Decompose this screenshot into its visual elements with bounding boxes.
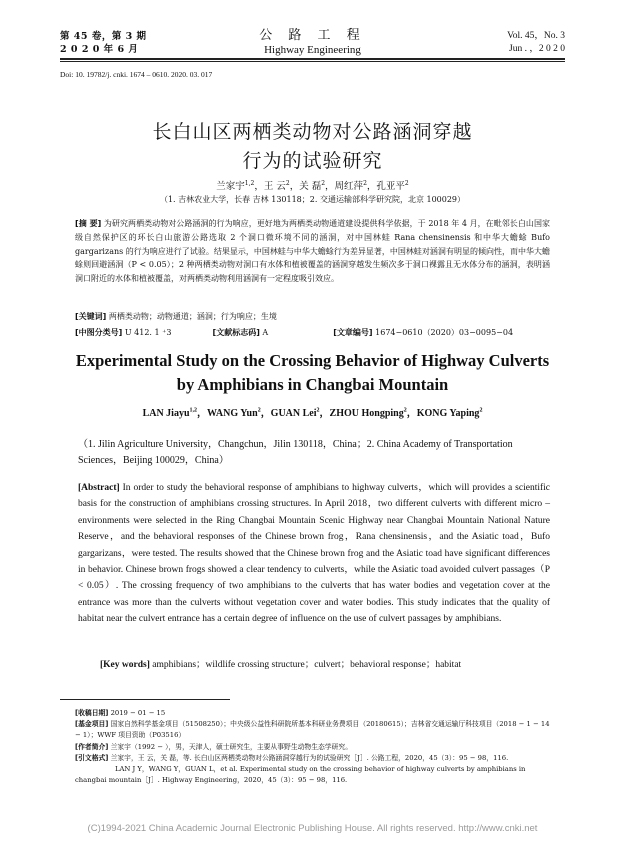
copyright-footer: (C)1994-2021 China Academic Journal Electronic Publishing House. All rights reserved. http://www.cnki.net — [87, 823, 538, 834]
abstract-cn — [75, 217, 550, 286]
issue-info-en — [507, 30, 565, 56]
date-cn: 2 0 2 0 年 6 月 — [60, 44, 139, 55]
abstract-en — [78, 480, 550, 628]
abstract-en-label: [Abstract] — [78, 483, 120, 493]
abstract-cn-text: 为研究两栖类动物对公路涵洞的行为响应，更好地为两栖类动物通道建设提供科学依据，于 2018 年 4 月，在毗邻长白山国家级自然保护区的环长白山旅游公路选取 2 个洞口微环境不同的涵洞，对中国林蛙 Rana chensinensis 和中华大蟾蜍 Bufo gargarizans 的行为响应进行了试验。结果显示，中国林蛙与中华大蟾蜍行为差异显著，中国林蛙对涵洞有明显的倾向性，而中华大蟾蜍则回避涵洞（P < 0.05）；2 种两栖类动物对洞口有水体和植被覆盖的涵洞穿越发生频次多于洞口裸露且无水体分布的涵洞，表明涵洞口附近的水体和植被覆盖，对两栖类动物利用涵洞有一定程度吸引效应。 — [75, 219, 550, 284]
footnote-author: [作者简介] 兰家宇（1992 − ），男，天津人，硕士研究生，主要从事野生动物生态学研究。 — [75, 742, 352, 751]
footnote-citation-en: LAN J Y，WANG Y，GUAN L，et al. Experimental study on the crossing behavior of highway culverts by amphibians in changbai mountain［J］. Highway Engineering，2020，45（3）：95 − 98，116. — [75, 765, 526, 785]
footnote-rule — [60, 699, 230, 700]
title-en-line2: by Amphibians in Changbai Mountain — [176, 375, 449, 394]
keywords-cn — [75, 311, 550, 322]
keywords-cn-label: [关键词] — [75, 312, 107, 321]
keywords-en-label: [Key words] — [100, 660, 150, 670]
doc-code-value: A — [262, 328, 269, 337]
affiliation-en: （1. Jilin Agriculture University，Changchun，Jilin 130118，China；2. China Academy of Transportation Sciences，Beijing 100029，China） — [78, 439, 513, 466]
keywords-en — [100, 656, 550, 670]
article-no-value: 1674−0610（2020）03−0095−04 — [375, 328, 514, 337]
header-rule — [60, 58, 565, 60]
title-cn-line2: 行为的试验研究 — [242, 150, 383, 172]
volume-cn: 第 45 卷，第 3 期 — [60, 31, 147, 42]
volume-en: Vol. 45，No. 3 — [507, 31, 565, 41]
header-rule-thin — [60, 61, 565, 62]
title-cn-line1: 长白山区两栖类动物对公路涵洞穿越 — [152, 121, 473, 143]
title-cn — [0, 118, 625, 176]
clc-label: [中图分类号] — [75, 328, 123, 337]
doi: Doi: 10. 19782/j. cnki. 1674 – 0610. 2020. 03. 017 — [60, 70, 213, 79]
clc-value: U 412. 1 ⁺3 — [124, 328, 172, 337]
article-no-label: [文章编号] — [333, 328, 373, 337]
footnote-citation: [引文格式] 兰家宇，王 云，关 磊，等. 长白山区两栖类动物对公路涵洞穿越行为的试验研究［J］. 公路工程，2020，45（3）：95 − 98，116. LAN J Y，WANG Y，GUAN L，et al. Experimental study on the crossing behavior of highway culverts by amphibians in changbai mountain［J］. Highway Engineering，2020，45（3）：95 − 98，116. — [75, 753, 526, 785]
authors-cn: 兰家宇$^{1,2}$，王 云$^2$，关 磊$^2$，周红萍$^2$，孔亚平$^2$ — [216, 179, 409, 192]
classification-cn — [75, 327, 550, 338]
abstract-en-text: In order to study the behavioral response of amphibians to highway culverts，which will provides a scientific basis for the construction of amphibians crossing structures. In April 2018，two different culverts with different micro – environments were selected in the Ring Changbai Mountain Scenic Highway near Changbai Mountain National Nature Reserve，and the behavioral responses of the Chinese brown frog，Rana chensinensis，and the Asiatic toad，Bufo gargarizans，were tested. The results showed that the Chinese brown frog and the Asiatic toad have significant differences in behavior. Chinese brown frogs showed a clear tendency to culverts，while the Asiatic toad avoided culvert passages（P < 0.05）. The crossing frequency of two amphibians to the culverts that has water bodies and vegetation cover at the entrance was more than the culverts without vegetation cover and water bodies. This study indicates that the quality of habitat near the culvert entrance has a certain degree of influence on the use of culvert passages by amphibians. — [78, 483, 550, 625]
date-en: Jun . ，2 0 2 0 — [509, 44, 565, 54]
doc-code-label: [文献标志码] — [212, 328, 260, 337]
footnote-fund: [基金项目] 国家自然科学基金项目（51508250）；中央级公益性科研院所基本科研业务费项目（20180615）；吉林省交通运输厅科技项目（2018 − 1 − 14 − 1）；WWF 项目资助（P03516） — [75, 720, 550, 740]
title-en-line1: Experimental Study on the Crossing Behavior of Highway Culverts — [75, 351, 550, 370]
footnote-received: [收稿日期] 2019 − 01 − 15 — [75, 709, 166, 717]
abstract-cn-label: [摘 要] — [75, 219, 102, 228]
authors-en: LAN Jiayu$^{1,2}$，WANG Yun$^2$，GUAN Lei$^2$，ZHOU Hongping$^2$，KONG Yaping$^2$ — [142, 407, 483, 419]
keywords-en-text: amphibians；wildlife crossing structure；culvert；behavioral response；habitat — [152, 660, 462, 670]
affiliation-cn: （1. 吉林农业大学，长春 吉林 130118；2. 交通运输部科学研究院，北京 100029） — [159, 195, 466, 204]
footnotes — [75, 708, 555, 786]
title-en — [0, 349, 625, 397]
journal-name-cn: 公 路 工 程 — [259, 28, 366, 43]
keywords-cn-text: 两栖类动物；动物通道；涵洞；行为响应；生境 — [108, 312, 277, 321]
journal-name-en: Highway Engineering — [264, 44, 361, 56]
